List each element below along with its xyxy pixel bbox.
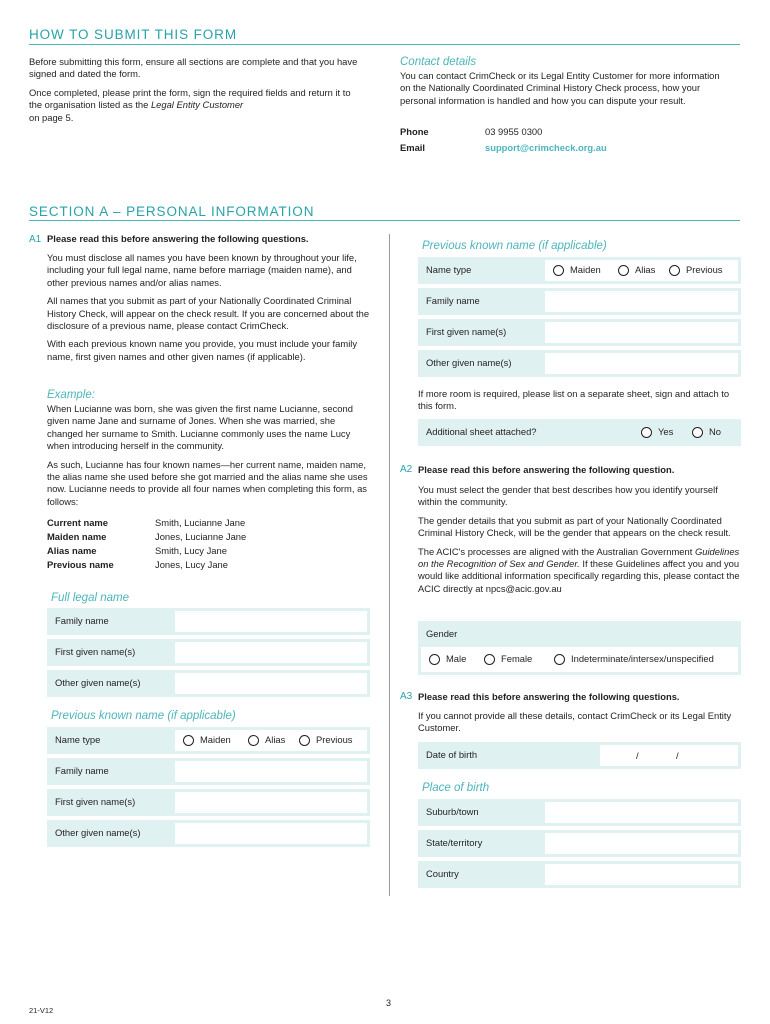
contact-details-text: You can contact CrimCheck or its Legal Entity Customer for more information on the Nationally Coordinated Criminal History Check process, how your personal information is handled and how you can dispute your result. [400, 70, 720, 106]
family-name-input[interactable] [175, 611, 367, 632]
family-name-field [47, 758, 370, 785]
radio-alias[interactable]: Alias [248, 730, 285, 751]
a1-paragraph: With each previous known name you provide, you must include your family name, first given names and other given names (if applicable). [47, 338, 358, 362]
radio-circle-icon [429, 654, 440, 665]
instruction-paragraph: Before submitting this form, ensure all sections are complete and that you have signed and dated the form. [29, 56, 358, 80]
other-given-name-input[interactable] [175, 673, 367, 694]
radio-circle-icon [183, 735, 194, 746]
example-name-row: Maiden name Jones, Lucianne Jane [47, 531, 247, 542]
email-label: Email [400, 142, 426, 153]
radio-alias[interactable]: Alias [618, 260, 655, 281]
field-label: Suburb/town [426, 806, 479, 818]
name-type-field [418, 257, 741, 284]
name-type-options [175, 730, 367, 751]
previous-name-heading: Previous known name (if applicable) [422, 240, 607, 252]
name-type-options [545, 260, 738, 281]
state-input[interactable] [545, 833, 738, 854]
radio-circle-icon [554, 654, 565, 665]
a1-paragraph: You must disclose all names you have been known by throughout your life, including your full legal name, name before marriage (maiden name), and other previous names and/or alias names. [47, 252, 357, 288]
page-number: 3 [386, 998, 392, 1008]
field-label: Other given name(s) [55, 677, 141, 689]
radio-circle-icon [641, 427, 652, 438]
radio-male[interactable]: Male [429, 647, 466, 672]
a1-body [47, 252, 372, 369]
question-number-a2: A2 [400, 464, 413, 475]
how-to-submit-heading: HOW TO SUBMIT THIS FORM [29, 27, 237, 42]
more-room-note: If more room is required, please list on a separate sheet, sign and attach to this form. [418, 388, 730, 412]
example-name-row: Current name Smith, Lucianne Jane [47, 517, 246, 528]
field-label: Name type [426, 264, 472, 276]
radio-circle-icon [484, 654, 495, 665]
section-a-heading: SECTION A – PERSONAL INFORMATION [29, 204, 315, 219]
heading-rule [29, 220, 740, 221]
gender-options [421, 647, 738, 672]
a3-body: If you cannot provide all these details, contact CrimCheck or its Legal Entity Customer. [418, 710, 732, 734]
example-body [47, 403, 372, 514]
name-type-field [47, 727, 370, 754]
field-label: State/territory [426, 837, 483, 849]
country-field [418, 861, 741, 888]
field-label: First given name(s) [426, 326, 507, 338]
gender-label: Gender [426, 628, 458, 639]
instruction-paragraph: Once completed, please print the form, sign the required fields and return it to the organisation listed as the Legal Entity Customer on page 5. [29, 86, 351, 123]
radio-maiden[interactable]: Maiden [183, 730, 231, 751]
other-given-name-field [47, 670, 370, 697]
place-of-birth-heading: Place of birth [422, 782, 490, 794]
full-legal-name-heading: Full legal name [51, 592, 129, 604]
radio-maiden[interactable]: Maiden [553, 260, 601, 281]
radio-indeterminate[interactable]: Indeterminate/intersex/unspecified [554, 647, 714, 672]
question-a1-heading: Please read this before answering the following questions. [47, 233, 309, 244]
suburb-field [418, 799, 741, 826]
example-heading: Example: [47, 389, 95, 401]
date-separator: / [676, 750, 679, 761]
radio-previous[interactable]: Previous [299, 730, 352, 751]
field-label: Family name [55, 615, 109, 627]
a1-paragraph: All names that you submit as part of your Nationally Coordinated Criminal History Check, will appear on the check result. If you are concerned about the disclosure of a previous name, please contact CrimCheck. [47, 295, 370, 332]
country-input[interactable] [545, 864, 738, 885]
field-label: Other given name(s) [426, 357, 512, 369]
radio-yes[interactable]: Yes [641, 419, 673, 446]
first-given-name-input[interactable] [175, 642, 367, 663]
family-name-field [47, 608, 370, 635]
question-number-a1: A1 [29, 234, 42, 245]
field-label: Country [426, 868, 459, 880]
first-given-name-field [47, 639, 370, 666]
form-version-code: 21-V12 [29, 1006, 54, 1015]
other-given-name-field [418, 350, 741, 377]
first-given-name-input[interactable] [545, 322, 738, 343]
phone-row [400, 126, 542, 138]
suburb-input[interactable] [545, 802, 738, 823]
date-separator: / [636, 750, 639, 761]
question-a2-heading: Please read this before answering the following question. [418, 464, 675, 475]
radio-circle-icon [299, 735, 310, 746]
question-number-a3: A3 [400, 691, 413, 702]
other-given-name-field [47, 820, 370, 847]
additional-sheet-field [418, 419, 741, 446]
phone-value: 03 9955 0300 [485, 126, 543, 137]
field-label: Family name [426, 295, 480, 307]
example-paragraph: As such, Lucianne has four known names—her current name, maiden name, the alias name she used before she got married and the alias name she uses now. Lucianne needs to provide all four names when completing this form, as follows: [47, 458, 368, 507]
example-names-list [47, 517, 367, 573]
contact-details-heading: Contact details [400, 56, 477, 68]
first-given-name-field [47, 789, 370, 816]
radio-circle-icon [553, 265, 564, 276]
previous-other-given-name-input[interactable] [175, 823, 367, 844]
gender-field [418, 621, 741, 675]
radio-circle-icon [669, 265, 680, 276]
how-to-submit-text [29, 56, 364, 130]
phone-label: Phone [400, 126, 429, 137]
previous-family-name-input[interactable] [175, 761, 367, 782]
state-field [418, 830, 741, 857]
example-name-row: Alias name Smith, Lucy Jane [47, 545, 227, 556]
radio-circle-icon [618, 265, 629, 276]
radio-circle-icon [692, 427, 703, 438]
field-label: Family name [55, 765, 109, 777]
example-name-row: Previous name Jones, Lucy Jane [47, 559, 228, 570]
a2-body [418, 484, 743, 601]
field-label: Date of birth [426, 749, 478, 761]
email-row [400, 142, 607, 154]
family-name-field [418, 288, 741, 315]
radio-previous[interactable]: Previous [669, 260, 722, 281]
previous-name-heading: Previous known name (if applicable) [51, 710, 236, 722]
a2-paragraph: The gender details that you submit as part of your Nationally Coordinated Criminal History Check, will be the gender that appears on the check result. [418, 514, 731, 539]
field-label: First given name(s) [55, 646, 136, 658]
family-name-input[interactable] [545, 291, 738, 312]
radio-female[interactable]: Female [484, 647, 532, 672]
a2-paragraph: The ACIC's processes are aligned with the Australian Government Guidelines on the Recognition of Sex and Gender. If these Guidelines affect you and you would like additional information specifically regarding this, please contact the ACIC directly at npcs@acic.gov.au [418, 545, 740, 594]
radio-no[interactable]: No [692, 419, 721, 446]
field-label: Additional sheet attached? [426, 426, 537, 438]
date-of-birth-input[interactable] [600, 745, 738, 766]
field-label: First given name(s) [55, 796, 136, 808]
a2-paragraph: You must select the gender that best describes how you identify yourself within the community. [418, 484, 718, 508]
other-given-name-input[interactable] [545, 353, 738, 374]
radio-circle-icon [248, 735, 259, 746]
email-link[interactable]: support@crimcheck.org.au [485, 142, 607, 153]
column-divider [389, 234, 390, 896]
heading-rule [29, 44, 740, 45]
example-paragraph: When Lucianne was born, she was given the first name Lucianne, second given name Jane and surname of Jones. When she was married, she changed her surname to Smith. Lucianne commonly uses the name Lucy when introducing herself in the community. [47, 403, 353, 452]
previous-first-given-name-input[interactable] [175, 792, 367, 813]
field-label: Name type [55, 734, 101, 746]
question-a3-heading: Please read this before answering the following questions. [418, 691, 680, 702]
date-of-birth-field [418, 742, 741, 769]
first-given-name-field [418, 319, 741, 346]
field-label: Other given name(s) [55, 827, 141, 839]
